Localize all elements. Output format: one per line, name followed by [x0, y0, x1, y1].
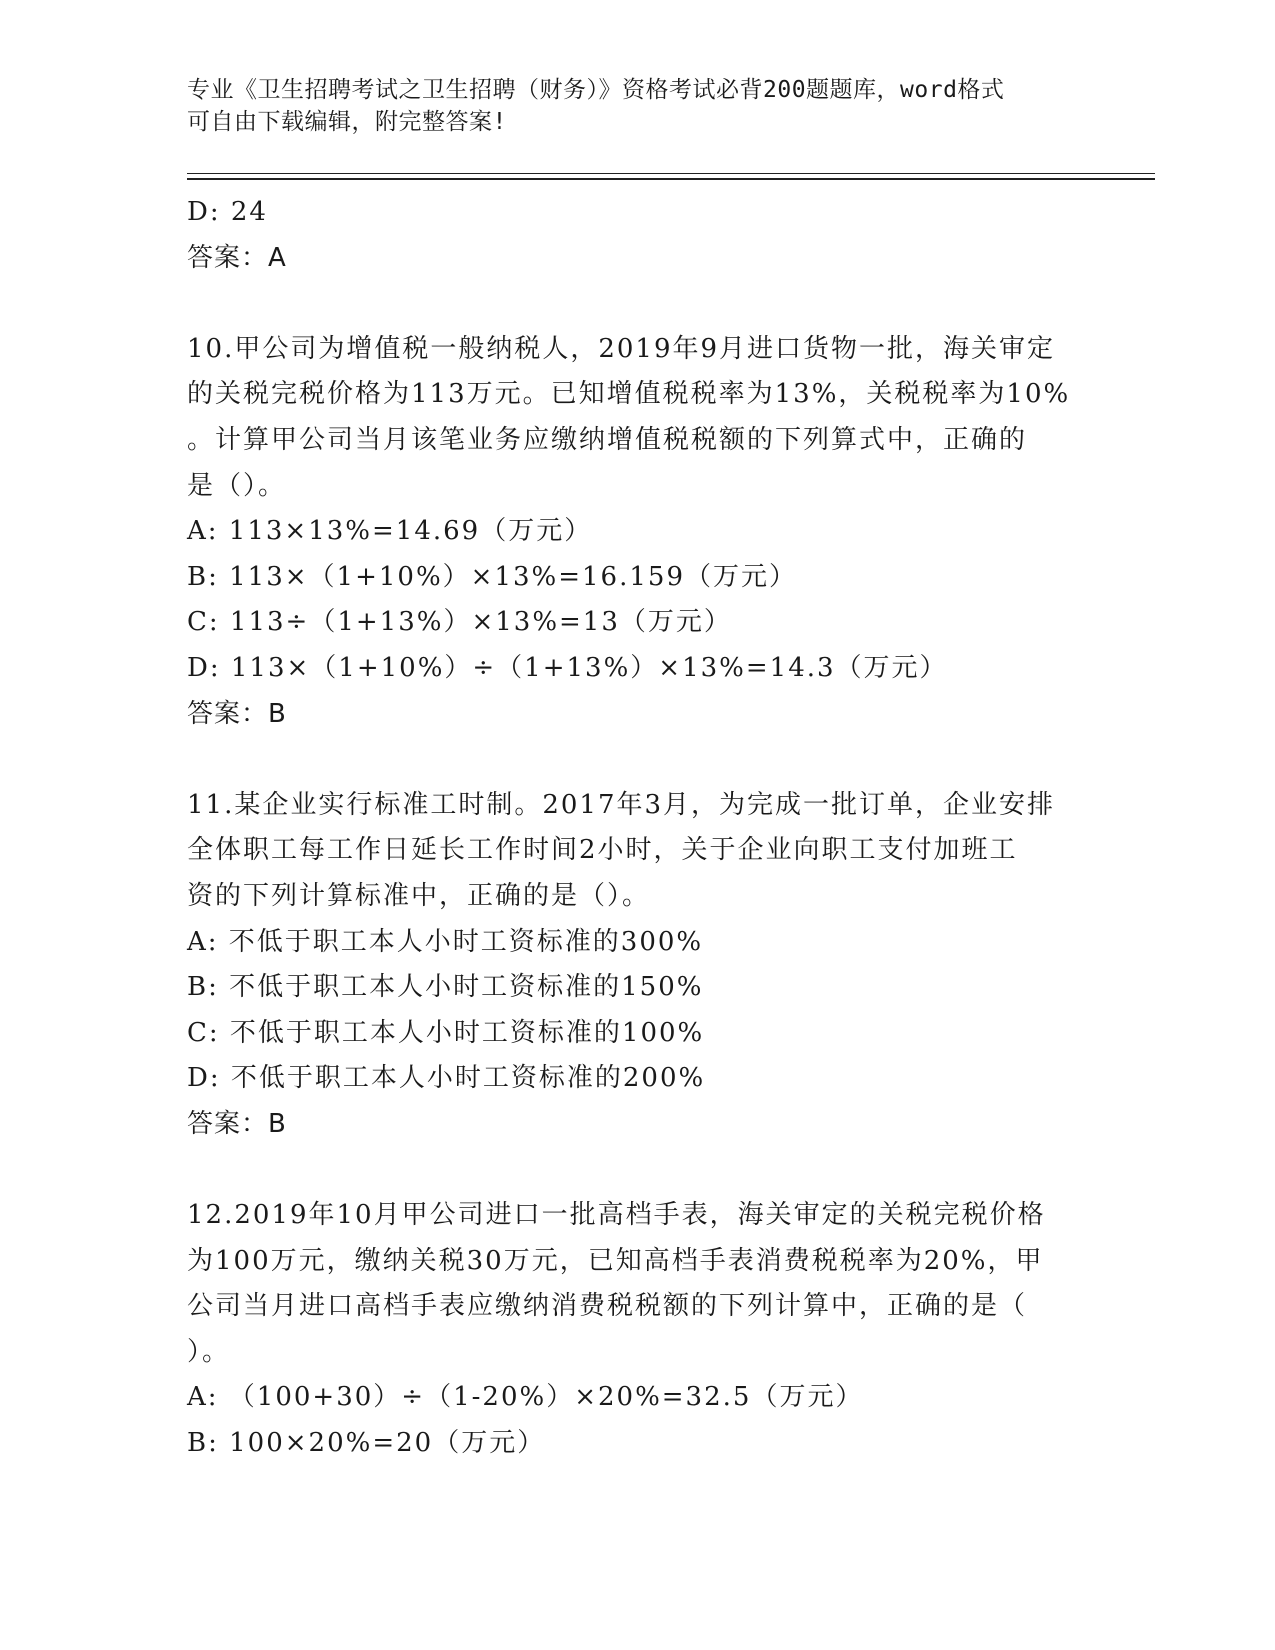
option-a: A: （100+30）÷（1-20%）×20%=32.5（万元） — [187, 1382, 864, 1413]
option-a: A: 不低于职工本人小时工资标准的300% — [187, 926, 704, 957]
question-text-line: 公司当月进口高档手表应缴纳消费税税额的下列计算中，正确的是（ — [187, 1291, 1028, 1322]
question-text-line: 10.甲公司为增值税一般纳税人，2019年9月进口货物一批，海关审定 — [187, 333, 1056, 364]
question-text-line: 为100万元，缴纳关税30万元，已知高档手表消费税税率为20%，甲 — [187, 1245, 1044, 1276]
option-d: D: 不低于职工本人小时工资标准的200% — [187, 1063, 706, 1094]
prev-question-tail — [187, 190, 1087, 281]
spacer — [187, 737, 1087, 783]
answer-label: 答案：A — [187, 242, 287, 273]
header-rule-thick — [187, 178, 1155, 180]
question-list — [187, 190, 1087, 1467]
option-b: B: 100×20%=20（万元） — [187, 1428, 546, 1459]
option-d: D: 113×（1+10%）÷（1+13%）×13%=14.3（万元） — [187, 652, 948, 683]
question-text-line: 11.某企业实行标准工时制。2017年3月，为完成一批订单，企业安排 — [187, 789, 1056, 820]
question-text-line: 资的下列计算标准中，正确的是（）。 — [187, 880, 651, 911]
question-text-line: ）。 — [187, 1336, 231, 1367]
question-11 — [187, 783, 1087, 1148]
option-a: A: 113×13%=14.69（万元） — [187, 516, 593, 547]
answer-label: 答案：B — [187, 698, 287, 729]
option-c: C: 不低于职工本人小时工资标准的100% — [187, 1017, 705, 1048]
spacer — [187, 1147, 1087, 1193]
question-10 — [187, 327, 1087, 737]
question-text-line: 。计算甲公司当月该笔业务应缴纳增值税税额的下列算式中，正确的 — [187, 424, 1028, 455]
question-text-line: 12.2019年10月甲公司进口一批高档手表，海关审定的关税完税价格 — [187, 1200, 1046, 1231]
option-b: B: 不低于职工本人小时工资标准的150% — [187, 972, 704, 1003]
option-d: D: 24 — [187, 197, 268, 227]
question-text-line: 是（）。 — [187, 470, 287, 501]
header-line-2: 可自由下载编辑，附完整答案! — [187, 109, 507, 135]
answer-label: 答案：B — [187, 1108, 287, 1139]
question-12 — [187, 1193, 1087, 1467]
option-c: C: 113÷（1+13%）×13%=13（万元） — [187, 607, 732, 638]
page-header — [187, 74, 1087, 138]
option-b: B: 113×（1+10%）×13%=16.159（万元） — [187, 561, 797, 592]
header-rule-thin — [187, 173, 1155, 174]
spacer — [187, 281, 1087, 327]
question-text-line: 的关税完税价格为113万元。已知增值税税率为13%，关税税率为10% — [187, 379, 1071, 410]
question-text-line: 全体职工每工作日延长工作时间2小时，关于企业向职工支付加班工 — [187, 835, 1018, 866]
header-line-1: 专业《卫生招聘考试之卫生招聘（财务）》资格考试必背200题题库，word格式 — [187, 77, 1005, 103]
